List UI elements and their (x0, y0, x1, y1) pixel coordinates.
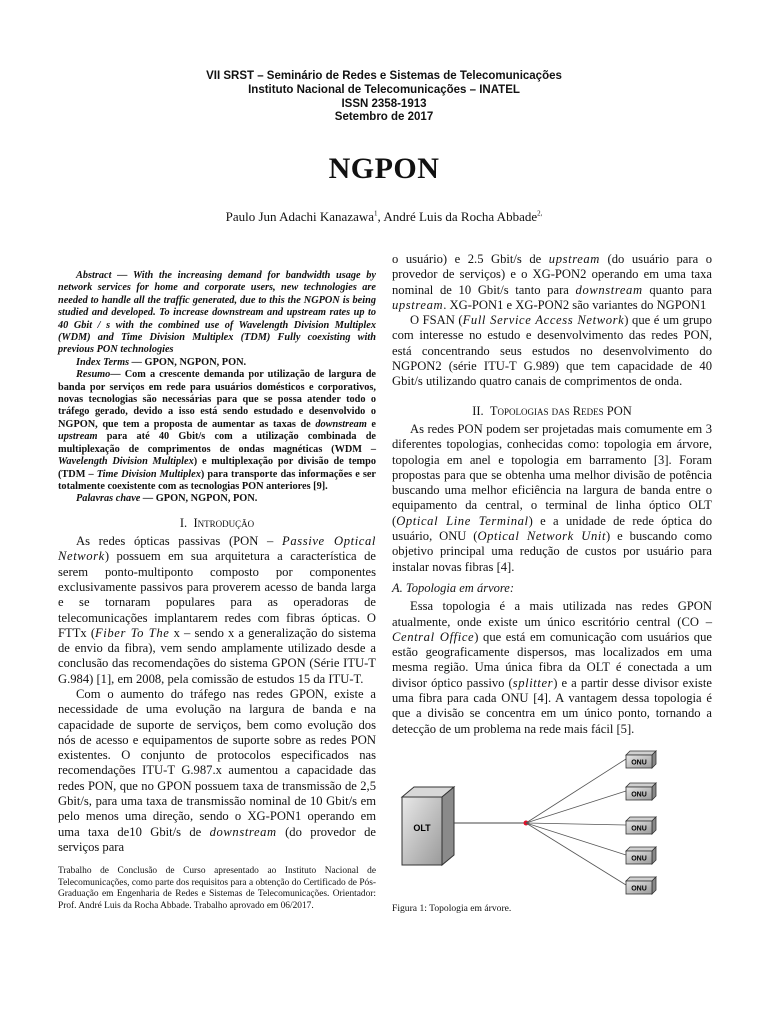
onu-device (626, 877, 656, 894)
topo-italic-2: Optical Network Unit (477, 529, 607, 544)
olt-device (402, 787, 454, 865)
resumo-italic-1: downstream (315, 418, 367, 430)
left-column (58, 270, 376, 855)
resumo (58, 369, 376, 493)
subsection-heading-arvore: A. Topologia em árvore: (392, 580, 514, 595)
abstract-label: Abstract — (76, 270, 128, 281)
section-number: I. (179, 515, 188, 530)
resumo-italic-2: upstream (58, 431, 98, 443)
intro-p1-text-c: x – sendo x a generalização do sistema de envio da fibra), vem sendo amplamente utilizado desde a conclusão das recomendações do sistema GPON (Série ITU-T G.984) [1], em 2008, pela comissão de estudos 15 da ITU-T. (58, 625, 376, 686)
resumo-italic-3: Wavelength Division Multiplex (58, 456, 194, 468)
onu-label: ONU (631, 885, 647, 893)
cont-italic-3: upstream (392, 297, 444, 312)
header-line-1: VII SRST – Seminário de Redes e Sistemas de Telecomunicações (206, 70, 562, 82)
section-heading-topologias (392, 404, 712, 419)
topologias-paragraph (392, 422, 712, 575)
cont-text-a: o usuário) e 2.5 Gbit/s de (392, 252, 549, 266)
onu-label: ONU (631, 825, 647, 833)
onu-device (626, 817, 656, 834)
intro-p1-italic-1: Passive Optical Network (58, 534, 376, 564)
arvore-text-a: Essa topologia é a mais utilizada nas redes GPON atualmente, onde existe um único escritório central (CO – (392, 599, 712, 629)
intro-p2-italic: downstream (209, 824, 277, 839)
section-2-number: II. (472, 403, 484, 418)
cont-text-b: (do usuário para o provedor de serviços) e o XG-PON2 operando em uma taxa nominal de 10 Gbit/s tanto para (392, 252, 712, 297)
onu-label: ONU (631, 791, 647, 799)
cont-text-d: . XG-PON1 e XG-PON2 são variantes do NGPON1 (443, 297, 707, 312)
abstract-text: With the increasing demand for bandwidth usage by network services for home and corporate users, new technologies are needed to handle all the traffic generated, due to this the NGPON is being studied and developed. To increase downstream and upstream rates up to 40 Gbit / s with the combined use of Wavelength Division Multiplex (WDM) and Time Division Multiplex (TDM) Fully coexisting with previous PON technologies (58, 270, 376, 356)
index-terms-label: Index Terms — (76, 356, 142, 368)
onu-device (626, 847, 656, 864)
resumo-text-5: ) para transporte das informações e ser totalmente coexistente com as tecnologias PON anteriores [9]. (58, 468, 376, 492)
arvore-text-b: ) que está em comunicação com usuários que estão geograficamente dispersos, mas localizados em uma mesma região. Uma única fibra da OLT é conectada a um divisor óptico passivo ( (392, 629, 712, 690)
intro-p3-italic: Full Service Access Network (462, 313, 625, 328)
index-terms-text: GPON, NGPON, PON. (141, 356, 247, 368)
topo-italic-1: Optical Line Terminal (396, 513, 529, 528)
paper-title: NGPON (328, 152, 440, 185)
branch-fiber (526, 823, 626, 855)
branch-fiber (526, 759, 626, 823)
section-heading-introducao (58, 516, 376, 531)
cont-text-c: quanto para (642, 282, 712, 297)
tree-topology-figure (392, 745, 712, 905)
figure-caption: Figura 1: Topologia em árvore. (392, 903, 512, 914)
branch-fiber (526, 823, 626, 825)
resumo-text-2: e (366, 418, 376, 430)
keywords-label: Palavras chave — (76, 493, 154, 505)
section-title: Introdução (193, 515, 255, 530)
author-1: Paulo Jun Adachi Kanazawa (225, 209, 375, 224)
resumo-text-4: ) e multiplexação por divisão de tempo (TDM – (58, 456, 376, 480)
intro-p2-text-b: (do provedor de serviços para (58, 824, 376, 854)
onu-label: ONU (631, 855, 647, 863)
resumo-label: Resumo— (76, 369, 121, 381)
intro-p1-italic-2: Fiber To The (95, 625, 170, 640)
arvore-italic-1: Central Office (392, 629, 475, 644)
footnote: Trabalho de Conclusão de Curso apresentado ao Instituto Nacional de Telecomunicações, como parte dos requisitos para a obtenção do Certificado de Pós-Graduação em Engenharia de Redes e Sistemas de Telecomunicações. Orientador: Prof. André Luis da Rocha Abbade. Trabalho aprovado em 06/2017. (58, 866, 376, 911)
arvore-italic-2: splitter (512, 675, 554, 690)
intro-paragraph-2 (58, 687, 376, 855)
header-line-2: Instituto Nacional de Telecomunicações – INATEL (248, 84, 520, 96)
onu-device (626, 783, 656, 800)
arvore-text-c: ) e a partir desse divisor existe uma fibra para cada ONU [4]. A vantagem dessa topologia é que a divisão se concentra em um único ponto, tornando a detecção de um problema na rede mais fácil [5]. (392, 675, 712, 736)
author-1-affiliation: 1 (374, 209, 378, 218)
intro-p1-text-b: ) possuem em sua arquitetura a característica de serem ponto-multiponto composto por componentes exclusivamente passivos para proverem acesso de banda larga e se tornaram populares para as operadoras de telecomunicações implantarem redes com fibras ópticas. O FTTx ( (58, 549, 376, 640)
intro-p2-text-a: Com o aumento do tráfego nas redes GPON, existe a necessidade de uma evolução na largura de banda e na capacidade de suporte de serviços, bem como evolução dos nós de acesso e equipamentos de suporte sobre as redes PON existentes. O conjunto de protocolos especificados nas recomendações ITU-T G.987.x aumentou a capacidade das redes PON, que no GPON possuem taxa de transmissão de 2,5 Gbit/s, para uma taxa de transmissão nominal de 10 Gbit/s em pelo menos uma direção, sendo o XG-PON1 operando em uma taxa de10 Gbit/s de (58, 686, 376, 839)
resumo-italic-4: Time Division Multiplex (96, 468, 201, 480)
author-list (0, 209, 768, 225)
cont-italic-2: downstream (575, 282, 643, 297)
arvore-paragraph (392, 599, 712, 737)
resumo-text-3: para até 40 Gbit/s com a utilização combinada de multiplexação de comprimentos de ondas magnéticas (WDM – (58, 431, 376, 455)
onu-device (626, 751, 656, 768)
index-terms (58, 357, 376, 369)
resumo-text-1: Com a crescente demanda por utilização de largura de banda por serviços em rede para usuários domésticos e corporativos, novas tecnologias são necessárias para que se possa atender todo o tráfego gerado, devido a isso está sendo estudado e desenvolvido o NGPON, que tem a proposta de aumentar as taxas de (58, 369, 376, 430)
intro-paragraph-3 (392, 313, 712, 389)
author-2-affiliation: 2, (537, 209, 543, 218)
keywords (58, 493, 376, 505)
intro-p1-text-a: As redes ópticas passivas (PON – (76, 534, 283, 549)
header-date: Setembro de 2017 (334, 111, 434, 123)
topo-text-b: ) e a unidade de rede óptica do usuário, ONU ( (392, 513, 712, 544)
branch-fiber (526, 791, 626, 823)
olt-label: OLT (413, 823, 431, 833)
keywords-text: GPON, NGPON, PON. (153, 493, 258, 505)
abstract (58, 270, 376, 357)
cont-italic-1: upstream (548, 252, 601, 266)
onu-label: ONU (631, 759, 647, 767)
intro-p3-text-b: ) que é um grupo com interesse no estudo e desenvolvimento das redes PON, está concentrando seus estudos no desenvolvimento do NGPON2 (série ITU-T G.989) que tem capacidade de 40 Gbit/s utilizando quatro canais de comprimentos de onda. (392, 313, 712, 389)
topo-text-a: As redes PON podem ser projetadas mais comumente em 3 diferentes topologias, conhecidas como: topologia em árvore, topologia em anel e topologia em barramento [3]. Foram propostas para que se obtenha uma melhor divisão de potência buscando uma melhor eficiência na largura de banda entre o equipamento da central, o terminal de linha óptico OLT ( (392, 421, 712, 528)
intro-paragraph-1 (58, 534, 376, 687)
branch-fiber (526, 823, 626, 885)
topo-text-c: ) e buscando como objetivo principal uma redução de custos por usuário para instalar novas fibras [4]. (392, 529, 712, 574)
intro-paragraph-2-continued (392, 252, 712, 313)
section-2-title: Topologias das Redes PON (489, 403, 632, 418)
author-2: André Luis da Rocha Abbade (383, 209, 538, 224)
author-separator: , (377, 209, 384, 224)
intro-p3-text-a: O FSAN ( (410, 313, 463, 328)
right-column (392, 252, 712, 737)
header-issn: ISSN 2358-1913 (341, 98, 427, 110)
